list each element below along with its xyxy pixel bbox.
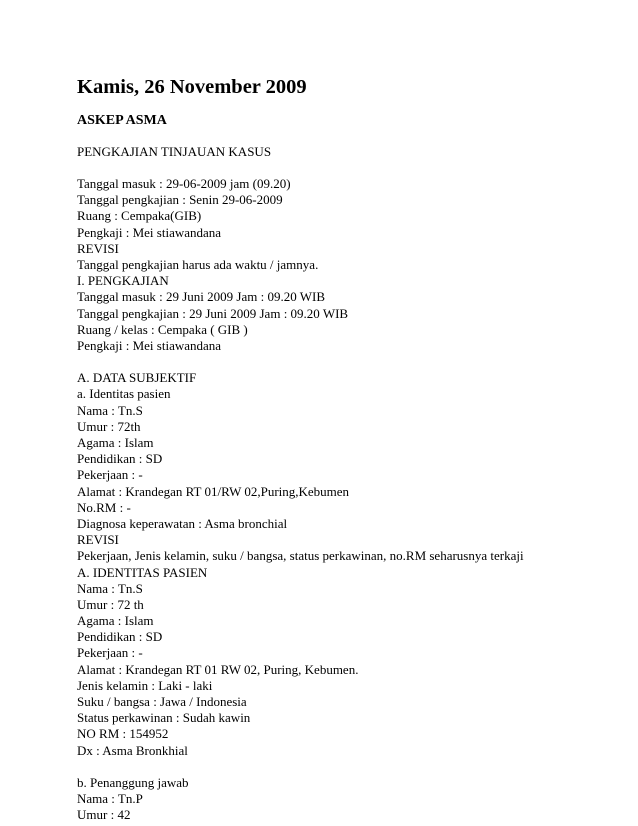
text-line: Status perkawinan : Sudah kawin [77,710,251,726]
text-line: Jenis kelamin : Laki - laki [77,677,213,693]
text-line: Umur : 72th [77,418,141,434]
subjective-data-block [77,370,622,759]
document-title: Kamis, 26 November 2009 [77,76,307,98]
document-page [77,72,622,824]
text-line: Ruang / kelas : Cempaka ( GIB ) [77,321,248,337]
text-line: NO RM : 154952 [77,726,169,742]
text-line: b. Penanggung jawab [77,774,189,790]
text-line: Nama : Tn.S [77,402,143,418]
text-line: a. Identitas pasien [77,386,171,402]
text-line: Suku / bangsa : Jawa / Indonesia [77,694,247,709]
text-line: A. IDENTITAS PASIEN [77,564,208,580]
text-line: Tanggal pengkajian harus ada waktu / jamnya. [77,256,319,272]
paragraph-gap [77,354,622,370]
text-line: Alamat : Krandegan RT 01/RW 02,Puring,Kebumen [77,483,350,499]
text-line: Nama : Tn.S [77,580,143,596]
admission-block [77,176,622,354]
text-line: Alamat : Krandegan RT 01 RW 02, Puring, Kebumen. [77,661,359,677]
text-line: Pendidikan : SD [77,451,163,467]
text-line: Dx : Asma Bronkhial [77,742,188,758]
text-line: Pendidikan : SD [77,629,163,645]
text-line: Tanggal pengkajian : Senin 29-06-2009 [77,192,283,208]
text-line: I. PENGKAJIAN [77,273,169,289]
document-subtitle: ASKEP ASMA [77,113,167,128]
text-line: REVISI [77,532,119,548]
text-line: REVISI [77,240,119,256]
text-line: No.RM : - [77,499,131,515]
text-line: A. DATA SUBJEKTIF [77,370,197,386]
text-line: Pengkaji : Mei stiawandana [77,224,222,240]
text-line: Pekerjaan : - [77,467,143,483]
text-line: Agama : Islam [77,435,154,450]
text-line: Diagnosa keperawatan : Asma bronchial [77,515,288,531]
text-line: Pengkaji : Mei stiawandana [77,337,222,353]
text-line: Tanggal masuk : 29-06-2009 jam (09.20) [77,176,291,191]
text-line: Umur : 72 th [77,596,144,612]
paragraph-gap [77,759,622,775]
text-line: Umur : 42 [77,807,131,823]
guardian-block [77,775,622,824]
text-line: Pekerjaan, Jenis kelamin, suku / bangsa, status perkawinan, no.RM seharusnya terkaji [77,548,524,564]
text-line: Nama : Tn.P [77,791,143,807]
text-line: Agama : Islam [77,613,154,629]
section-heading: PENGKAJIAN TINJAUAN KASUS [77,144,272,159]
text-line: Tanggal masuk : 29 Juni 2009 Jam : 09.20 WIB [77,289,325,305]
text-line: Pekerjaan : - [77,645,143,661]
text-line: Tanggal pengkajian : 29 Juni 2009 Jam : 09.20 WIB [77,305,349,321]
text-line: Ruang : Cempaka(GIB) [77,208,202,224]
